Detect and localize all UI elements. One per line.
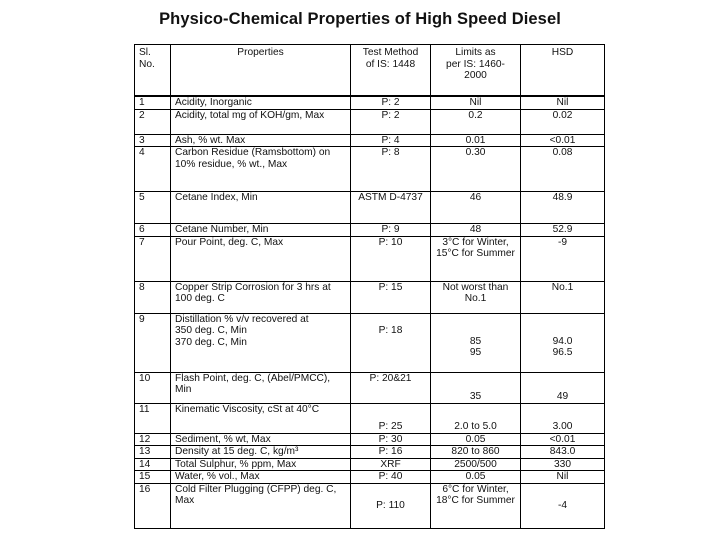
row-property <box>171 313 351 372</box>
row-sl: 11 <box>135 403 171 433</box>
row-hsd: <0.01 <box>521 433 605 446</box>
table-row <box>135 446 605 459</box>
row-method: P: 10 <box>351 236 431 281</box>
distillation-350-hsd: 94.0 <box>552 335 573 347</box>
row-sl: 1 <box>135 96 171 109</box>
row-property: Ash, % wt. Max <box>171 134 351 147</box>
row-limit: 0.30 <box>431 147 521 192</box>
row-sl: 2 <box>135 109 171 134</box>
row-hsd: 52.9 <box>521 224 605 237</box>
distillation-370-hsd: 96.5 <box>552 347 573 358</box>
row-sl: 13 <box>135 446 171 459</box>
row-method: P: 18 <box>351 313 431 372</box>
table-row <box>135 224 605 237</box>
row-hsd: 0.02 <box>521 109 605 134</box>
table-row <box>135 403 605 433</box>
row-limit: 0.05 <box>431 433 521 446</box>
row-method: ASTM D-4737 <box>351 192 431 224</box>
table-row <box>135 281 605 313</box>
row-sl: 9 <box>135 313 171 372</box>
row-sl: 3 <box>135 134 171 147</box>
row-method: XRF <box>351 458 431 471</box>
row-property: Water, % vol., Max <box>171 471 351 484</box>
row-method: P: 20&21 <box>351 372 431 403</box>
table-row <box>135 236 605 281</box>
row-limit: 6°C for Winter, 18°C for Summer <box>431 483 521 528</box>
row-hsd: Nil <box>521 96 605 109</box>
row-property: Sediment, % wt, Max <box>171 433 351 446</box>
row-property: Kinematic Viscosity, cSt at 40°C <box>171 403 351 433</box>
distillation-370-limit: 95 <box>469 347 482 358</box>
table-row <box>135 96 605 109</box>
row-limit: 2.0 to 5.0 <box>431 403 521 433</box>
table-row <box>135 134 605 147</box>
row-hsd: Nil <box>521 471 605 484</box>
table-row <box>135 458 605 471</box>
row-hsd: <0.01 <box>521 134 605 147</box>
table-row <box>135 109 605 134</box>
row-method: P: 30 <box>351 433 431 446</box>
row-sl: 16 <box>135 483 171 528</box>
row-limit: 35 <box>431 372 521 403</box>
row-property: Cold Filter Plugging (CFPP) deg. C, Max <box>171 483 351 528</box>
table-row <box>135 483 605 528</box>
distillation-label: Distillation % v/v recovered at <box>175 313 309 325</box>
table-row <box>135 313 605 372</box>
row-limit: Nil <box>431 96 521 109</box>
distillation-350-label: 350 deg. C, Min <box>175 325 247 336</box>
row-limit: 0.2 <box>431 109 521 134</box>
header-test-method: Test Method of IS: 1448 <box>351 45 431 97</box>
row-limit: 0.05 <box>431 471 521 484</box>
row-property: Total Sulphur, % ppm, Max <box>171 458 351 471</box>
header-limits: Limits as per IS: 1460- 2000 <box>431 45 521 97</box>
table-row <box>135 372 605 403</box>
row-property: Flash Point, deg. C, (Abel/PMCC), Min <box>171 372 351 403</box>
row-sl: 8 <box>135 281 171 313</box>
row-hsd: -4 <box>521 483 605 528</box>
row-property: Pour Point, deg. C, Max <box>171 236 351 281</box>
row-limit <box>431 313 521 372</box>
row-method: P: 2 <box>351 96 431 109</box>
row-method: P: 9 <box>351 224 431 237</box>
row-limit: 3°C for Winter, 15°C for Summer <box>431 236 521 281</box>
row-sl: 12 <box>135 433 171 446</box>
table-row <box>135 192 605 224</box>
table-row <box>135 471 605 484</box>
row-hsd: -9 <box>521 236 605 281</box>
row-property: Carbon Residue (Ramsbottom) on 10% residue, % wt., Max <box>171 147 351 192</box>
row-property: Cetane Number, Min <box>171 224 351 237</box>
table-row <box>135 147 605 192</box>
row-sl: 15 <box>135 471 171 484</box>
row-limit: 0.01 <box>431 134 521 147</box>
table-header-row <box>135 45 605 97</box>
row-method: P: 4 <box>351 134 431 147</box>
row-sl: 4 <box>135 147 171 192</box>
row-hsd: 3.00 <box>521 403 605 433</box>
row-hsd: No.1 <box>521 281 605 313</box>
header-sl-no: Sl. No. <box>135 45 171 97</box>
distillation-370-label: 370 deg. C, Min <box>175 336 247 348</box>
row-sl: 6 <box>135 224 171 237</box>
row-hsd: 330 <box>521 458 605 471</box>
row-sl: 7 <box>135 236 171 281</box>
row-limit: 46 <box>431 192 521 224</box>
distillation-350-limit: 85 <box>469 335 482 347</box>
row-sl: 10 <box>135 372 171 403</box>
properties-table <box>134 44 605 529</box>
row-method: P: 8 <box>351 147 431 192</box>
row-limit: Not worst than No.1 <box>431 281 521 313</box>
row-property: Acidity, total mg of KOH/gm, Max <box>171 109 351 134</box>
row-limit: 2500/500 <box>431 458 521 471</box>
row-property: Density at 15 deg. C, kg/m³ <box>171 446 351 459</box>
row-limit: 820 to 860 <box>431 446 521 459</box>
row-hsd <box>521 313 605 372</box>
row-property: Cetane Index, Min <box>171 192 351 224</box>
row-method: P: 2 <box>351 109 431 134</box>
row-sl: 5 <box>135 192 171 224</box>
row-hsd: 49 <box>521 372 605 403</box>
row-method: P: 110 <box>351 483 431 528</box>
header-hsd: HSD <box>521 45 605 97</box>
row-limit: 48 <box>431 224 521 237</box>
row-method: P: 15 <box>351 281 431 313</box>
row-hsd: 48.9 <box>521 192 605 224</box>
row-property: Acidity, Inorganic <box>171 96 351 109</box>
row-method: P: 25 <box>351 403 431 433</box>
header-properties: Properties <box>171 45 351 97</box>
row-hsd: 0.08 <box>521 147 605 192</box>
row-method: P: 16 <box>351 446 431 459</box>
row-sl: 14 <box>135 458 171 471</box>
row-method: P: 40 <box>351 471 431 484</box>
row-hsd: 843.0 <box>521 446 605 459</box>
row-property: Copper Strip Corrosion for 3 hrs at 100 deg. C <box>171 281 351 313</box>
page-title: Physico-Chemical Properties of High Speed Diesel <box>159 10 561 28</box>
table-row <box>135 433 605 446</box>
